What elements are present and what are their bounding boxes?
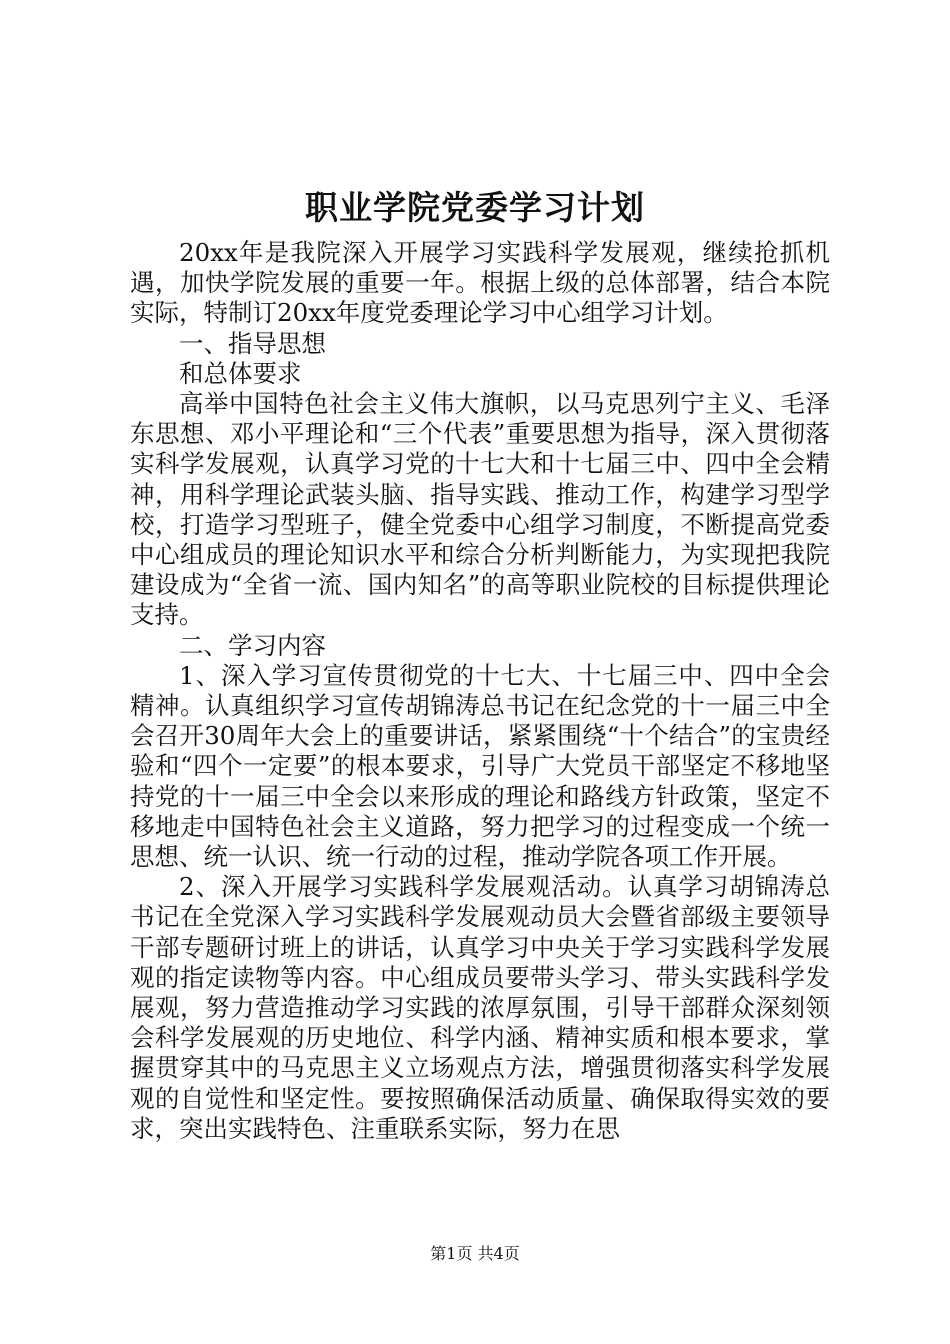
section-heading-1-continued: 和总体要求: [179, 358, 302, 388]
paragraph-item-1: 1、深入学习宣传贯彻党的十七大、十七届三中、四中全会精神。认真组织学习宣传胡锦涛总书记在纪念党的十一届三中全会召开30周年大会上的重要讲话，紧紧围绕“十个结合”的宝贵经验和“四个一定要”的根本要求，引导广大党员干部坚定不移地坚持党的十一届三中全会以来形成的理论和路线方针政策，坚定不移地走中国特色社会主义道路，努力把学习的过程变成一个统一思想、统一认识、统一行动的过程，推动学院各项工作开展。: [130, 660, 830, 872]
document-title: 职业学院党委学习计划: [305, 188, 645, 227]
page-footer: 第1页 共4页: [430, 1244, 520, 1263]
section-heading-1: 一、指导思想: [179, 328, 326, 358]
section-heading-2: 二、学习内容: [179, 630, 326, 660]
paragraph-guiding-thought: 高举中国特色社会主义伟大旗帜，以马克思列宁主义、毛泽东思想、邓小平理论和“三个代表”重要思想为指导，深入贯彻落实科学发展观，认真学习党的十七大和十七届三中、四中全会精神，用科学理论武装头脑、指导实践、推动工作，构建学习型学校，打造学习型班子，健全党委中心组学习制度，不断提高党委中心组成员的理论知识水平和综合分析判断能力，为实现把我院建设成为“全省一流、国内知名”的高等职业院校的目标提供理论支持。: [130, 389, 830, 630]
document-body: [130, 238, 830, 1144]
paragraph-item-2: 2、深入开展学习实践科学发展观活动。认真学习胡锦涛总书记在全党深入学习实践科学发展观动员大会暨省部级主要领导干部专题研讨班上的讲话，认真学习中央关于学习实践科学发展观的指定读物等内容。中心组成员要带头学习、带头实践科学发展观，努力营造推动学习实践的浓厚氛围，引导干部群众深刻领会科学发展观的历史地位、科学内涵、精神实质和根本要求，掌握贯穿其中的马克思主义立场观点方法，增强贯彻落实科学发展观的自觉性和坚定性。要按照确保活动质量、确保取得实效的要求，突出实践特色、注重联系实际，努力在思: [130, 872, 830, 1143]
paragraph-intro: 20xx年是我院深入开展学习实践科学发展观，继续抢抓机遇，加快学院发展的重要一年。根据上级的总体部署，结合本院实际，特制订20xx年度党委理论学习中心组学习计划。: [130, 238, 830, 328]
